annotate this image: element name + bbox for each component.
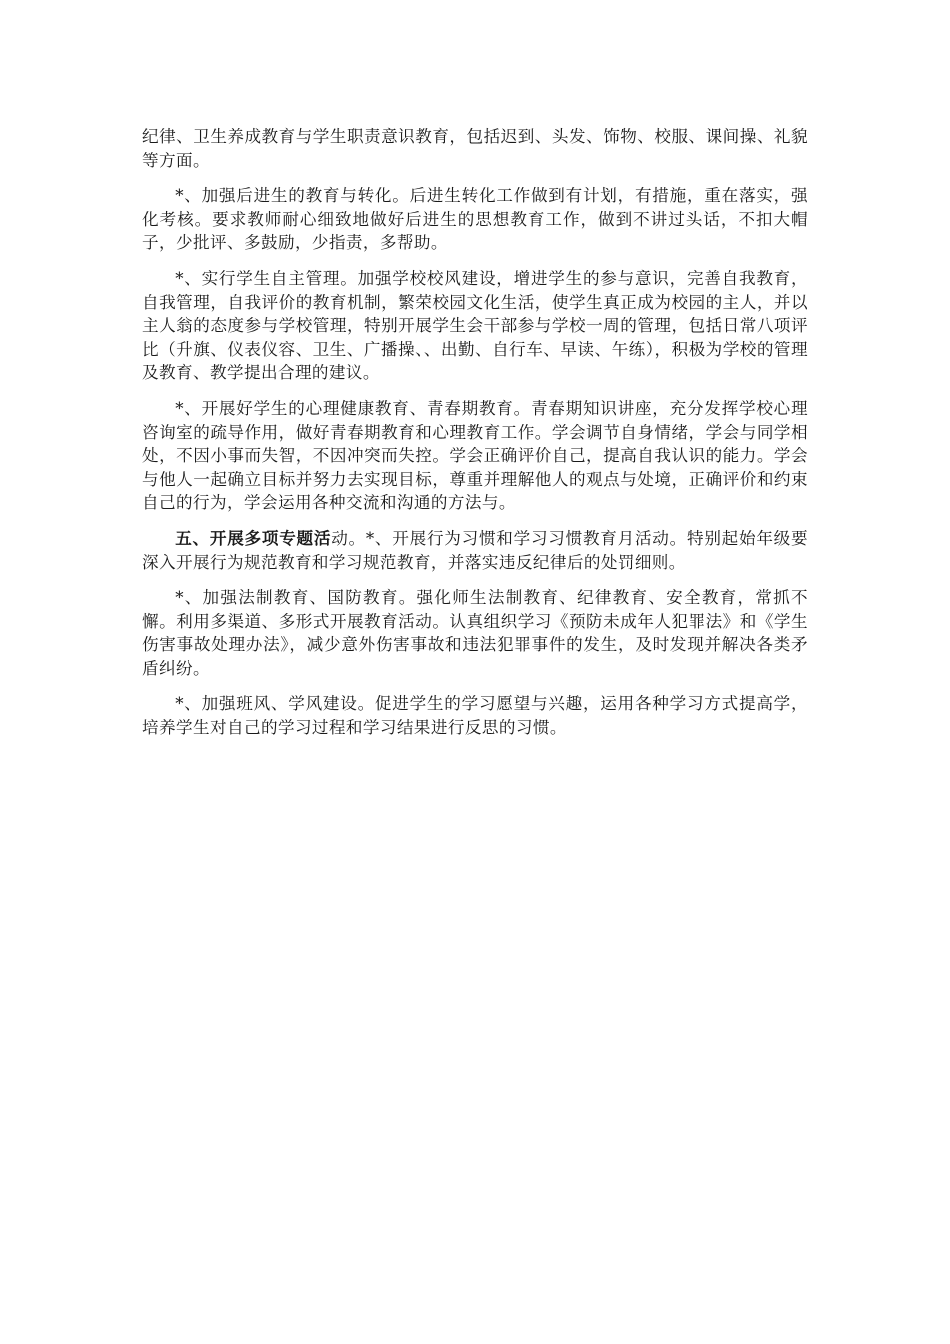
paragraph-6-text: *、加强法制教育、国防教育。强化师生法制教育、纪律教育、安全教育，常抓不懈。利用多渠道、多形式开展教育活动。认真组织学习《预防未成年人犯罪法》和《学生伤害事故处理办法》，减少意外伤害事故和违法犯罪事件的发生，及时发现并解决各类矛盾纠纷。 xyxy=(142,588,808,678)
paragraph-1-text: 纪律、卫生养成教育与学生职责意识教育，包括迟到、头发、饰物、校服、课间操、礼貌等方面。 xyxy=(142,127,808,170)
paragraph-5 xyxy=(142,527,808,574)
paragraph-7-text: *、加强班风、学风建设。促进学生的学习愿望与兴趣，运用各种学习方式提高学，培养学生对自己的学习过程和学习结果进行反思的习惯。 xyxy=(142,694,808,738)
section-heading: 五、开展多项专题活 xyxy=(175,527,332,548)
paragraph-3-text: *、实行学生自主管理。加强学校校风建设，增进学生的参与意识，完善自我教育，自我管理，自我评价的教育机制，繁荣校园文化生活，使学生真正成为校园的主人，并以主人翁的态度参与学校管理，特别开展学生会干部参与学校一周的管理，包括日常八项评比（升旗、仪表仪容、卫生、广播操、、出勤、自行车、早读、午练），积极为学校的管理及教育、教学提出合理的建议。 xyxy=(142,268,808,383)
paragraph-4-text: *、开展好学生的心理健康教育、青春期教育。青春期知识讲座，充分发挥学校心理咨询室的疏导作用，做好青春期教育和心理教育工作。学会调节自身情绪，学会与同学相处，不因小事而失智，不因冲突而失控。学会正确评价自己，提高自我认识的能力。学会与他人一起确立目标并努力去实现目标，尊重并理解他人的观点与处境，正确评价和约束自己的行为，学会运用各种交流和沟通的方法与。 xyxy=(142,398,808,513)
paragraph-7 xyxy=(142,692,808,739)
paragraph-2 xyxy=(142,184,808,255)
paragraph-1 xyxy=(142,125,808,172)
paragraph-6 xyxy=(142,586,808,680)
paragraph-4 xyxy=(142,397,808,515)
document-page xyxy=(142,125,808,752)
paragraph-5-text: 动。*、开展行为习惯和学习习惯教育月活动。特别起始年级要深入开展行为规范教育和学习规范教育，并落实违反纪律后的处罚细则。 xyxy=(142,528,808,572)
paragraph-2-text: *、加强后进生的教育与转化。后进生转化工作做到有计划，有措施，重在落实，强化考核。要求教师耐心细致地做好后进生的思想教育工作，做到不讲过头话，不扣大帽子，少批评、多鼓励，少指责，多帮助。 xyxy=(142,186,808,253)
paragraph-3 xyxy=(142,267,808,385)
